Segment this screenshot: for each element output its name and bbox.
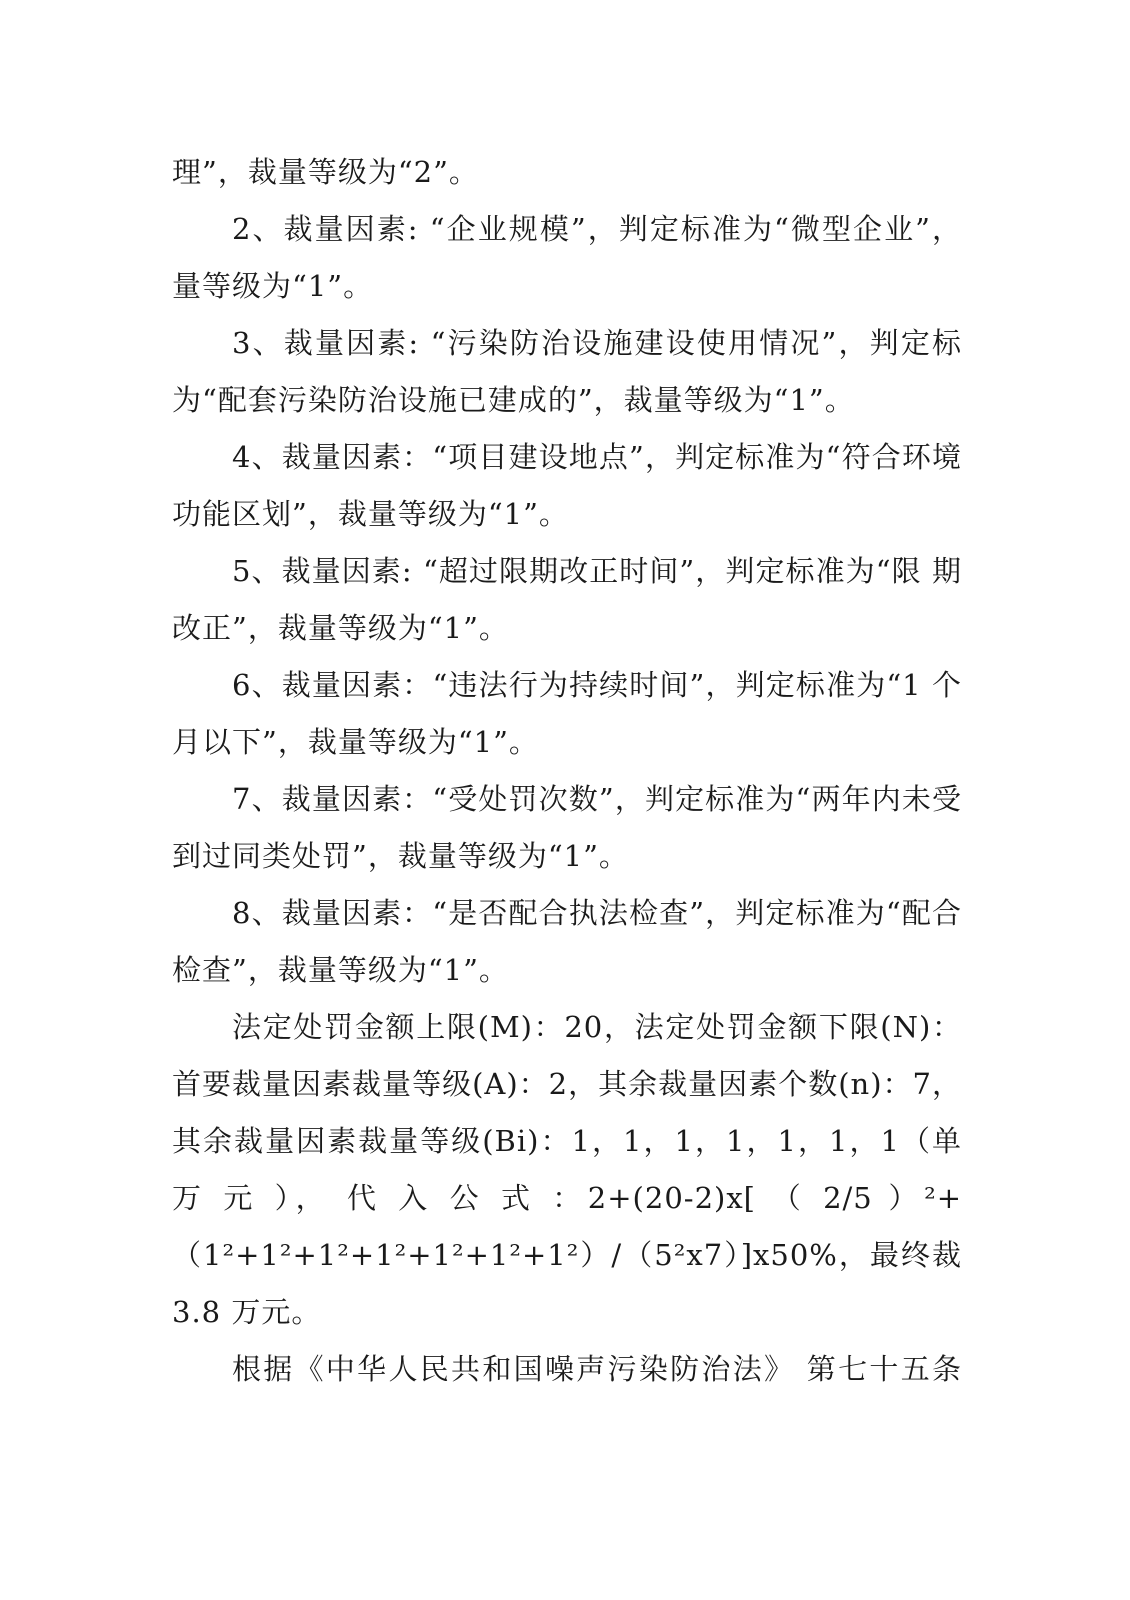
text-line-10: 6、裁量因素：“违法行为持续时间”，判定标准为“1 个 bbox=[232, 668, 962, 702]
text-line-18: 其余裁量因素裁量等级(Bi)：1，1，1，1，1，1，1（单 bbox=[172, 1124, 962, 1158]
text-line-21: 3.8 万元。 bbox=[172, 1295, 322, 1329]
text-line-4: 3、裁量因素: “污染防治设施建设使用情况”，判定标 bbox=[232, 326, 962, 360]
text-line-8: 5、裁量因素: “超过限期改正时间”，判定标准为“限 期 bbox=[232, 554, 962, 588]
text-line-9: 改正”，裁量等级为“1”。 bbox=[172, 611, 509, 645]
text-line-3: 量等级为“1”。 bbox=[172, 269, 374, 303]
text-line-2: 2、裁量因素: “企业规模”，判定标准为“微型企业”， bbox=[232, 212, 962, 246]
text-line-19: 万 元 ）， 代 入 公 式 ：2+(20-2)x[ （ 2/5 ）²+ bbox=[172, 1181, 962, 1215]
text-line-7: 功能区划”，裁量等级为“1”。 bbox=[172, 497, 569, 531]
text-line-16: 法定处罚金额上限(M)：20，法定处罚金额下限(N)： bbox=[232, 1010, 962, 1044]
text-line-15: 检查”，裁量等级为“1”。 bbox=[172, 953, 509, 987]
text-line-17: 首要裁量因素裁量等级(A)：2，其余裁量因素个数(n)：7， bbox=[172, 1067, 962, 1101]
text-line-13: 到过同类处罚”，裁量等级为“1”。 bbox=[172, 839, 629, 873]
text-line-22: 根据《中华人民共和国噪声污染防治法》 第七十五条 bbox=[232, 1352, 962, 1386]
text-line-1: 理”，裁量等级为“2”。 bbox=[172, 155, 479, 189]
text-line-12: 7、裁量因素：“受处罚次数”，判定标准为“两年内未受 bbox=[232, 782, 962, 816]
text-line-14: 8、裁量因素：“是否配合执法检查”，判定标准为“配合 bbox=[232, 896, 962, 930]
text-line-5: 为“配套污染防治设施已建成的”，裁量等级为“1”。 bbox=[172, 383, 855, 417]
text-line-20: （1²+1²+1²+1²+1²+1²+1²）/（5²x7）]x50%，最终裁 bbox=[172, 1238, 962, 1272]
text-line-6: 4、裁量因素：“项目建设地点”，判定标准为“符合环境 bbox=[232, 440, 962, 474]
text-line-11: 月以下”，裁量等级为“1”。 bbox=[172, 725, 539, 759]
